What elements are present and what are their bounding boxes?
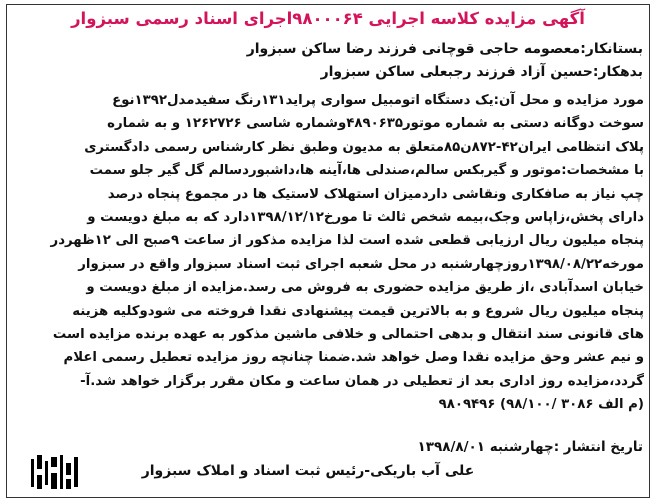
body-line: های قانونی سند انتقال و بدهی احتمالی و خلافی ماشین مذکور به عهده برنده مزایده است [52, 327, 644, 343]
publish-date: تاریخ انتشار :چهارشنبه ۱۳۹۸/۸/۰۱ [417, 439, 643, 455]
body-line: مورد مزایده و محل آن:یک دستگاه اتومبیل سواری پراید۱۳۱رنگ سفیدمدل۱۳۹۲نوع [112, 93, 644, 108]
body-line: پلاک انتظامی ایران۴۲-۸۷۲ن۸۵متعلق به مدیون وطبق نظر کارشناس رسمی دادگستری [84, 139, 644, 155]
body-line: دارای پخش،زاپاس وجک،بیمه شخص ثالث تا مورخ۱۳۹۸/۱۲/۱۲دارد که به مبلغ دویست و [87, 210, 644, 226]
signatory: علی آب باریکی-رئیس ثبت اسناد و املاک سبزوار [141, 463, 475, 479]
body-line: پنجاه میلیون ریال شروع و به بالاترین قیمت پیشنهادی نقدا فروخته می شودوکلیه هزینه [72, 303, 644, 319]
reference-line: ۹۸۰۹۴۹۶ (م الف ۳۰۸۶ /۹۸/۱۰۰) [438, 397, 644, 413]
body-line: با مشخصات:موتور و گیربکس سالم،صندلی ها،آینه ها،داشبوردسالم گل گیر جلو سمت [89, 163, 644, 179]
body-line: مورخه۱۳۹۸/۰۸/۲۲روزچهارشنبه در محل شعبه اجرای ثبت اسناد سبزوار واقع در سبزوار [78, 256, 644, 272]
body-line: خیابان اسدآبادی ،از طریق مزایده حضوری به فروش می رسد.مزایده از مبلغ دویست و [86, 280, 644, 296]
creditor-line: بستانکار:معصومه حاجی قوچانی فرزند رضا ساکن سبزوار [246, 41, 643, 57]
body-line: و نیم عشر وحق مزایده نقدا وصل خواهد شد.ضمنا چنانچه روز مزایده تعطیل رسمی اعلام [63, 350, 644, 366]
notice-frame [6, 4, 650, 498]
body-line: گردد،مزایده روز اداری بعد از تعطیلی در همان ساعت و مکان مقرر برگزار خواهد شد.آ- [80, 373, 644, 389]
debtor-line: بدهکار:حسین آزاد فرزند رجبعلی ساکن سبزوار [320, 64, 643, 80]
body-line: چپ نیاز به صافکاری ونقاشی داردمیزان استهلاک لاستیک ها در مجموع پنجاه درصد [107, 186, 644, 202]
barcode-icon [31, 455, 79, 491]
body-line: پنجاه میلیون ریال ارزیابی قطعی شده است لذا مزایده مذکور از ساعت ۹صبح الی ۱۲ظهردر [50, 233, 644, 249]
notice-title: آگهی مزایده کلاسه اجرایی ۹۸۰۰۰۶۴اجرای اسناد رسمی سبزوار [71, 9, 585, 28]
body-line: سوخت دوگانه دستی به شماره موتور۴۸۹۰۶۳۵وشماره شاسی ۱۲۶۲۷۲۶ و به شماره [107, 116, 644, 132]
notice-body [12, 89, 644, 417]
